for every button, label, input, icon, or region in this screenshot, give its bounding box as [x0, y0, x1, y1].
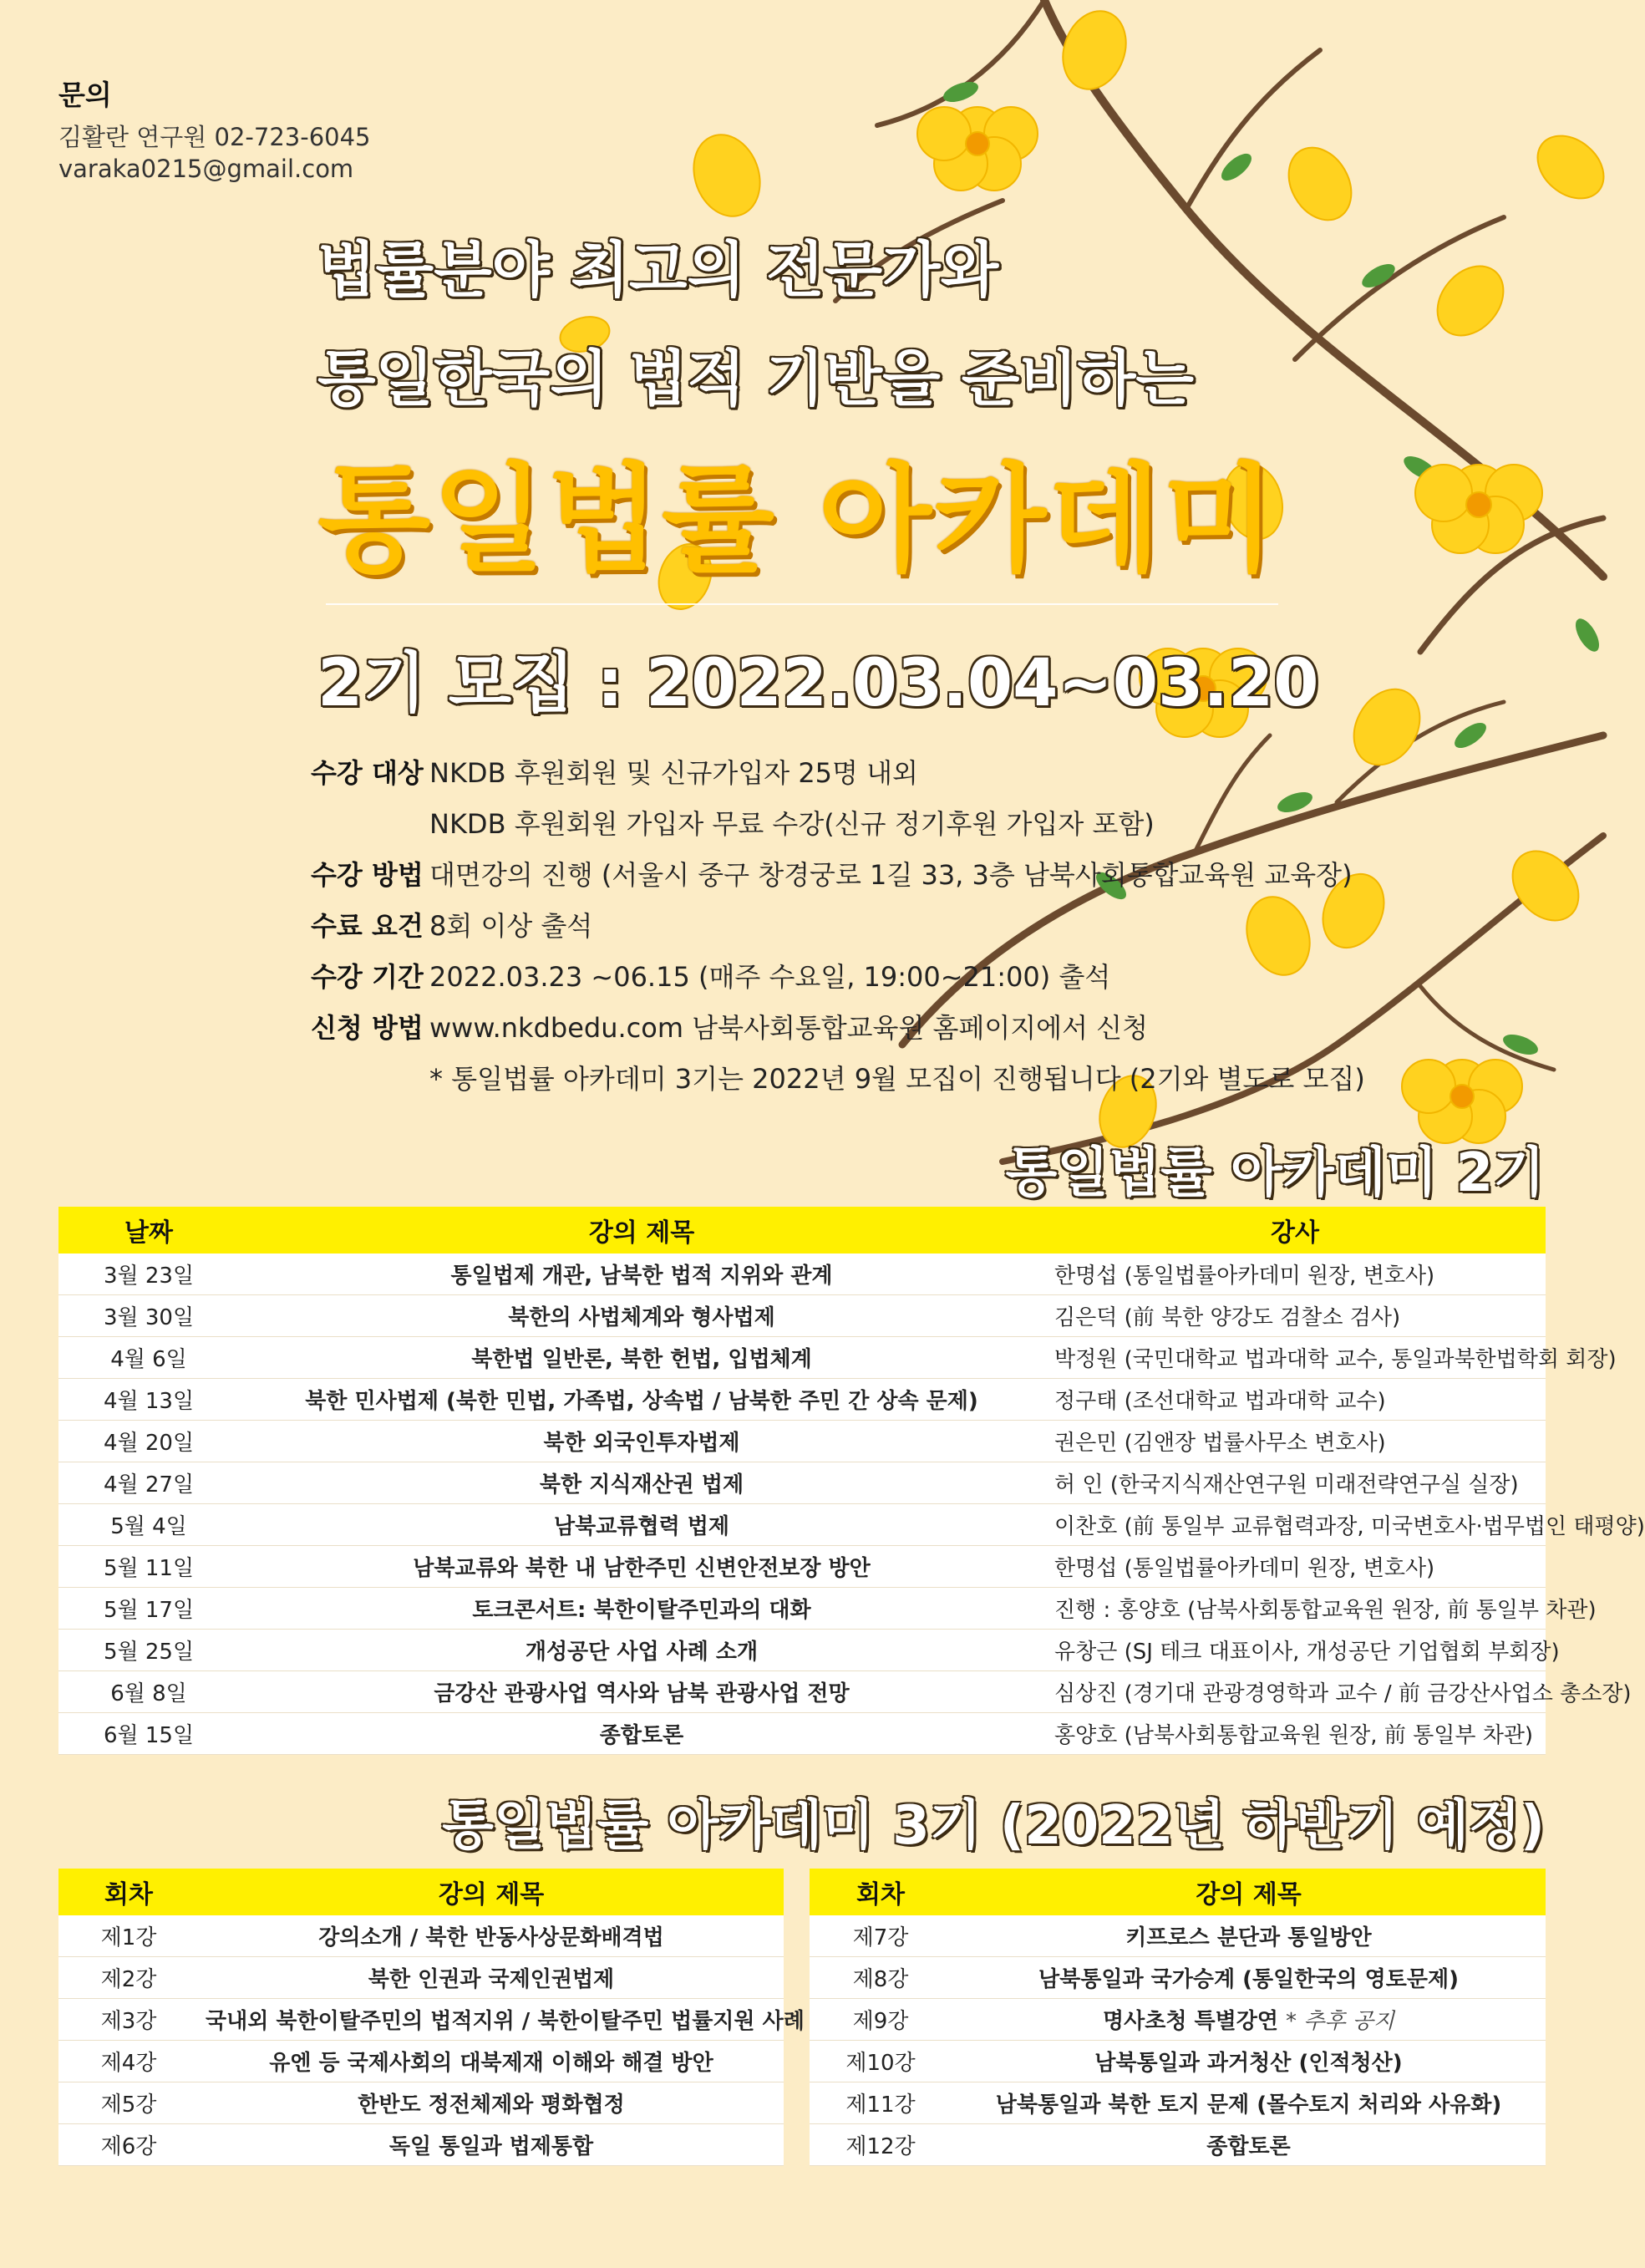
row-date: 3월 23일 [58, 1254, 239, 1295]
row-no: 제8강 [810, 1957, 952, 1999]
row-title: 강의소개 / 북한 반동사상문화배격법 [318, 1925, 664, 1950]
row-title-cell [199, 1915, 784, 1957]
row-title: 북한의 사법체계와 형사법제 [239, 1295, 1044, 1337]
row-title-cell [952, 2041, 1546, 2082]
row-title: 개성공단 사업 사례 소개 [239, 1630, 1044, 1671]
info-value: 2022.03.23 ~06.15 (매주 수요일, 19:00~21:00) 출석 [429, 961, 1111, 993]
schedule-table-3-left [58, 1869, 805, 2166]
row-date: 4월 13일 [58, 1379, 239, 1421]
row-title-cell [199, 2124, 784, 2166]
info-label: 신청 방법 [311, 1012, 424, 1044]
table-row [810, 2124, 1546, 2166]
row-title: 북한 인권과 국제인권법제 [368, 1967, 615, 1992]
table-row [58, 2041, 784, 2082]
info-value: NKDB 후원회원 및 신규가입자 25명 내외 [429, 757, 918, 789]
row-date: 3월 30일 [58, 1295, 239, 1337]
row-lecturer: 이찬호 (前 통일부 교류협력과장, 미국변호사·법무법인 태평양) [1044, 1504, 1546, 1546]
row-date: 4월 27일 [58, 1462, 239, 1504]
row-title-cell [952, 2124, 1546, 2166]
table-row [58, 1588, 1546, 1630]
row-lecturer: 진행 : 홍양호 (남북사회통합교육원 원장, 前 통일부 차관) [1044, 1588, 1546, 1630]
row-no: 제12강 [810, 2124, 952, 2166]
table-row [58, 2124, 784, 2166]
column-header-title: 강의 제목 [239, 1207, 1044, 1254]
contact-heading: 문의 [58, 79, 112, 111]
row-note: * 추후 공지 [1286, 2009, 1395, 2034]
row-title-cell [199, 2041, 784, 2082]
info-label: 수강 대상 [311, 757, 424, 789]
column-header-no: 회차 [58, 1869, 199, 1915]
table-row [58, 1713, 1546, 1755]
info-note: * 통일법률 아카데미 3기는 2022년 9월 모집이 진행됩니다 (2기와 별도로 모집) [429, 1063, 1365, 1095]
info-label: 수료 요건 [311, 910, 424, 942]
row-lecturer: 유창근 (SJ 테크 대표이사, 개성공단 기업협회 부회장) [1044, 1630, 1546, 1671]
table-row [810, 1957, 1546, 1999]
row-no: 제10강 [810, 2041, 952, 2082]
row-lecturer: 심상진 (경기대 관광경영학과 교수 / 前 금강산사업소 총소장) [1044, 1671, 1546, 1713]
info-row-completion [311, 909, 1397, 943]
row-lecturer: 한명섭 (통일법률아카데미 원장, 변호사) [1044, 1254, 1546, 1295]
row-date: 5월 11일 [58, 1546, 239, 1588]
info-value: 대면강의 진행 (서울시 중구 창경궁로 1길 33, 3층 남북사회통합교육원 교육장) [429, 859, 1353, 891]
contact-email[interactable]: varaka0215@gmail.com [58, 155, 354, 183]
page-title: 통일법률 아카데미 [317, 452, 1277, 588]
info-row-note [311, 1062, 1397, 1096]
row-date: 5월 4일 [58, 1504, 239, 1546]
table-row [58, 1254, 1546, 1295]
row-title: 남북통일과 국가승계 (통일한국의 영토문제) [1038, 1967, 1459, 1992]
schedule-table-2 [58, 1207, 1645, 1755]
row-title-cell [952, 2082, 1546, 2124]
table-row [810, 1999, 1546, 2041]
row-no: 제4강 [58, 2041, 199, 2082]
row-title: 종합토론 [239, 1713, 1044, 1755]
table-row [58, 1504, 1546, 1546]
info-value: 8회 이상 출석 [429, 910, 593, 942]
column-header-no: 회차 [810, 1869, 952, 1915]
column-header-date: 날짜 [58, 1207, 239, 1254]
row-title: 통일법제 개관, 남북한 법적 지위와 관계 [239, 1254, 1044, 1295]
table-row [58, 1957, 784, 1999]
info-value: NKDB 후원회원 가입자 무료 수강(신규 정기후원 가입자 포함) [429, 808, 1155, 840]
headline-line1: 법률분야 최고의 전문가와 [317, 235, 999, 305]
row-lecturer: 한명섭 (통일법률아카데미 원장, 변호사) [1044, 1546, 1546, 1588]
column-header-lecturer: 강사 [1044, 1207, 1546, 1254]
row-lecturer: 정구태 (조선대학교 법과대학 교수) [1044, 1379, 1546, 1421]
row-title: 남북통일과 북한 토지 문제 (몰수토지 처리와 사유화) [995, 2093, 1502, 2118]
row-title-cell [952, 1999, 1546, 2041]
row-no: 제2강 [58, 1957, 199, 1999]
row-title-cell [952, 1957, 1546, 1999]
table-header-row [58, 1869, 784, 1915]
row-title: 남북통일과 과거청산 (인적청산) [1094, 2051, 1403, 2076]
table-row [810, 2082, 1546, 2124]
row-title: 북한 민사법제 (북한 민법, 가족법, 상속법 / 남북한 주민 간 상속 문제) [239, 1379, 1044, 1421]
row-title-cell [199, 1999, 805, 2041]
course-info [311, 756, 1397, 1113]
table-row [58, 1379, 1546, 1421]
info-label: 수강 기간 [311, 961, 424, 993]
table-row [58, 1421, 1546, 1462]
table-row [58, 1295, 1546, 1337]
row-title: 키프로스 분단과 통일방안 [1125, 1925, 1372, 1950]
row-title: 명사초청 특별강연 [1102, 2009, 1278, 2034]
contact-phone: 김활란 연구원 02-723-6045 [58, 123, 371, 151]
row-title: 금강산 관광사업 역사와 남북 관광사업 전망 [239, 1671, 1044, 1713]
row-no: 제6강 [58, 2124, 199, 2166]
row-title: 유엔 등 국제사회의 대북제재 이해와 해결 방안 [269, 2051, 713, 2076]
row-title: 북한 외국인투자법제 [239, 1421, 1044, 1462]
schedule-table-3-right [810, 1869, 1546, 2166]
info-row-target-extra [311, 807, 1397, 841]
section2-title: 통일법률 아카데미 2기 [1005, 1142, 1545, 1204]
row-title-cell [952, 1915, 1546, 1957]
info-row-apply [311, 1011, 1397, 1045]
row-no: 제11강 [810, 2082, 952, 2124]
table-row [58, 1999, 784, 2041]
headline-line2: 통일한국의 법적 기반을 준비하는 [317, 343, 1194, 414]
table-row [58, 1630, 1546, 1671]
row-date: 4월 20일 [58, 1421, 239, 1462]
row-date: 4월 6일 [58, 1337, 239, 1379]
row-title: 북한 지식재산권 법제 [239, 1462, 1044, 1504]
contact-block [58, 74, 371, 185]
info-row-method [311, 858, 1397, 892]
row-no: 제1강 [58, 1915, 199, 1957]
row-title: 한반도 정전체제와 평화협정 [358, 2093, 625, 2118]
column-header-title: 강의 제목 [952, 1869, 1546, 1915]
info-row-target [311, 756, 1397, 790]
table-row [58, 2082, 784, 2124]
row-title: 남북교류협력 법제 [239, 1504, 1044, 1546]
row-lecturer: 김은덕 (前 북한 양강도 검찰소 검사) [1044, 1295, 1546, 1337]
row-no: 제5강 [58, 2082, 199, 2124]
row-date: 6월 8일 [58, 1671, 239, 1713]
row-date: 5월 17일 [58, 1588, 239, 1630]
row-lecturer: 박정원 (국민대학교 법과대학 교수, 통일과북한법학회 회장) [1044, 1337, 1546, 1379]
table-row [58, 1915, 784, 1957]
table-header-row [810, 1869, 1546, 1915]
row-lecturer: 허 인 (한국지식재산연구원 미래전략연구실 실장) [1044, 1462, 1546, 1504]
table-row [58, 1671, 1546, 1713]
info-label: 수강 방법 [311, 859, 424, 891]
table-row [810, 2041, 1546, 2082]
row-title: 국내외 북한이탈주민의 법적지위 / 북한이탈주민 법률지원 사례 [206, 2009, 805, 2034]
table-row [810, 1915, 1546, 1957]
row-no: 제9강 [810, 1999, 952, 2041]
row-lecturer: 홍양호 (남북사회통합교육원 원장, 前 통일부 차관) [1044, 1713, 1546, 1755]
row-title: 종합토론 [1206, 2134, 1291, 2159]
row-date: 5월 25일 [58, 1630, 239, 1671]
row-no: 제7강 [810, 1915, 952, 1957]
info-row-period [311, 960, 1397, 994]
row-no: 제3강 [58, 1999, 199, 2041]
table-row [58, 1546, 1546, 1588]
row-title: 독일 통일과 법제통합 [388, 2134, 594, 2159]
row-title: 북한법 일반론, 북한 헌법, 입법체계 [239, 1337, 1044, 1379]
table-header-row [58, 1207, 1546, 1254]
row-lecturer: 권은민 (김앤장 법률사무소 변호사) [1044, 1421, 1546, 1462]
column-header-title: 강의 제목 [199, 1869, 784, 1915]
info-value-link[interactable]: www.nkdbedu.com 남북사회통합교육원 홈페이지에서 신청 [429, 1012, 1149, 1044]
table-row [58, 1337, 1546, 1379]
row-title: 남북교류와 북한 내 남한주민 신변안전보장 방안 [239, 1546, 1044, 1588]
row-title-cell [199, 1957, 784, 1999]
section3-title: 통일법률 아카데미 3기 (2022년 하반기 예정) [442, 1795, 1545, 1857]
recruit-period: 2기 모집 : 2022.03.04~03.20 [317, 646, 1319, 721]
row-title-cell [199, 2082, 784, 2124]
table-row [58, 1462, 1546, 1504]
row-date: 6월 15일 [58, 1713, 239, 1755]
row-title: 토크콘서트: 북한이탈주민과의 대화 [239, 1588, 1044, 1630]
title-divider [326, 603, 1278, 605]
